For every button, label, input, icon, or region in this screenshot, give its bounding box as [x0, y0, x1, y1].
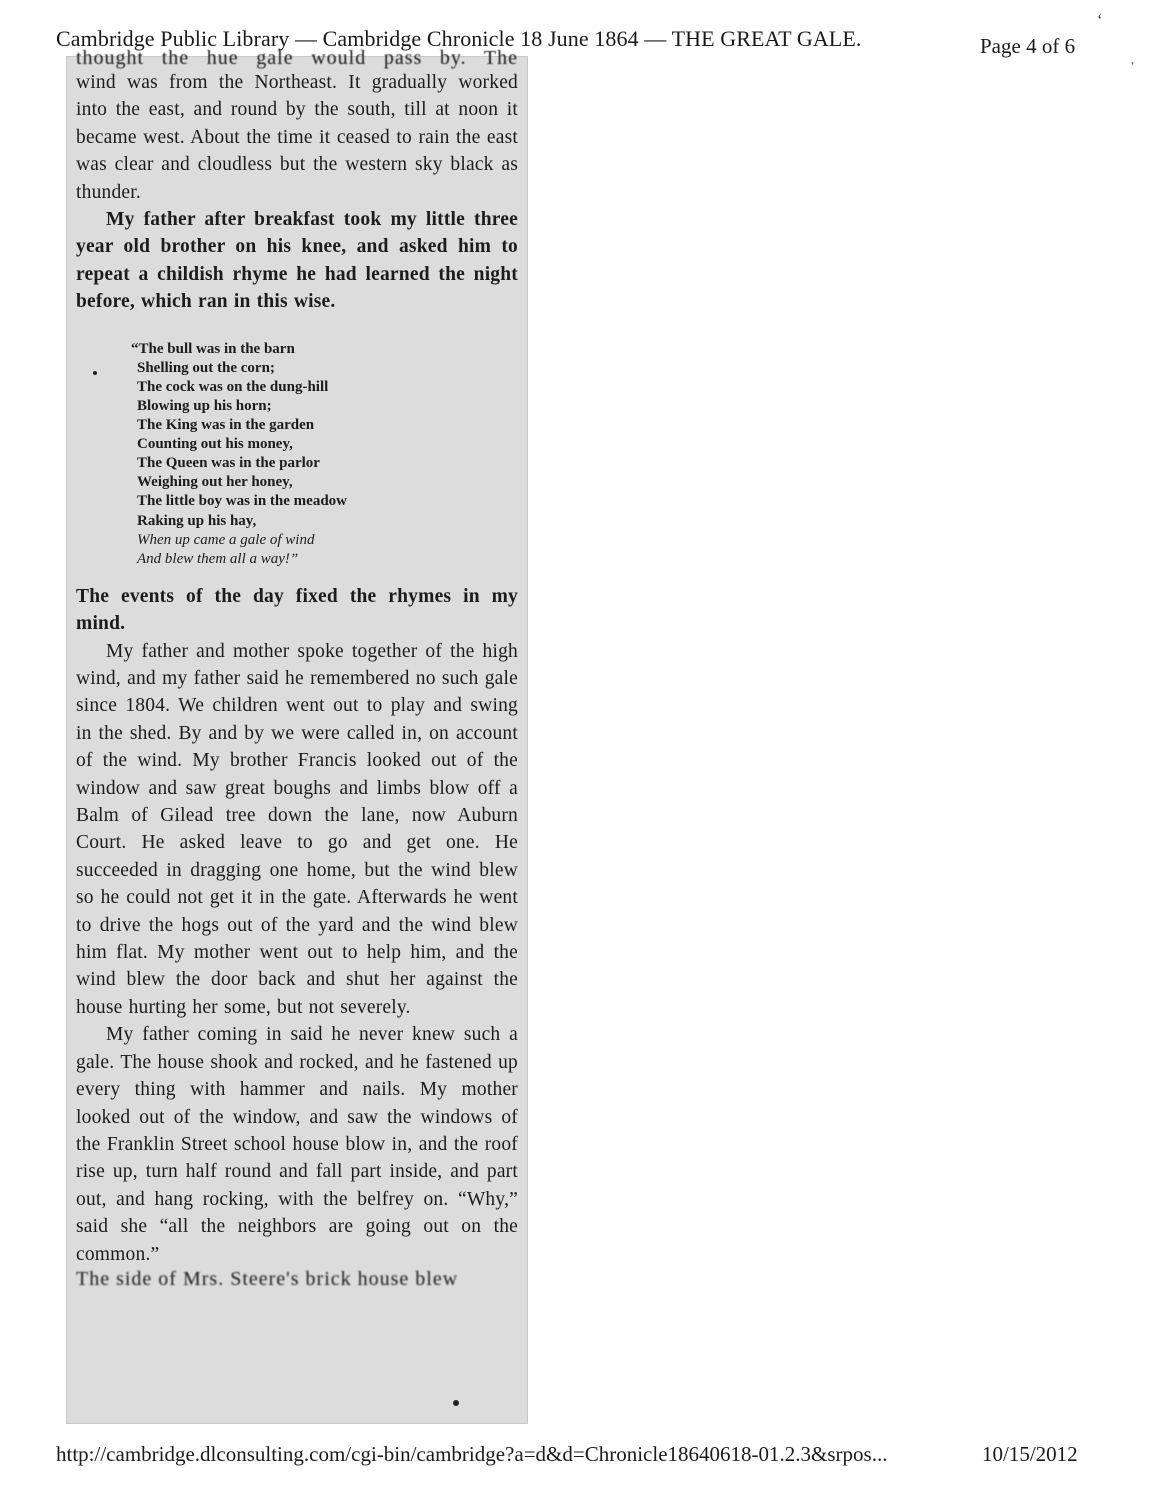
print-blemish-dot — [453, 1400, 459, 1406]
rhyme-line: Raking up his hay, — [137, 512, 257, 529]
rhyme-line: The Queen was in the parlor — [137, 455, 320, 472]
article-paragraph-2: My father after breakfast took my little three year old brother on his knee, and asked him to repeat a childish rhyme he had learned the night before, which ran in this wise. — [76, 209, 518, 313]
nursery-rhyme — [131, 340, 518, 569]
article-paragraph-4: My father and mother spoke together of the high wind, and my father said he remembered no such gale since 1804. We children went out to play and swing in the shed. By and by we were called in, on account of the wind. My brother Francis looked out of the window and saw great boughs and limbs blow off a Balm of Gilead tree down the lane, now Auburn Court. He asked leave to go and get one. He succeeded in dragging one home, but the wind blew so he could not get it in the gate. Afterwards he went to drive the hogs out of the yard and the wind blew him flat. My mother went out to help him, and the wind blew the door back and shut her against the house hurting her some, but not severely. — [76, 640, 518, 1018]
cut-off-bottom-line: The side of Mrs. Steere's brick house blew — [76, 1267, 459, 1290]
footer-url: http://cambridge.dlconsulting.com/cgi-bin/cambridge?a=d&d=Chronicle18640618-01.2.3&srpos... — [56, 1442, 888, 1466]
print-blemish-dot — [93, 371, 97, 375]
rhyme-line: The King was in the garden — [137, 417, 315, 434]
rhyme-line: The cock was on the dung-hill — [137, 378, 329, 395]
scan-speck-mark: ‘ — [1097, 12, 1103, 29]
page-number: Page 4 of 6 — [980, 34, 1076, 58]
page-header-title: Cambridge Public Library — Cambridge Chronicle 18 June 1864 — THE GREAT GALE. — [56, 26, 862, 51]
clipping-column — [76, 47, 518, 1290]
newspaper-clipping — [66, 47, 528, 1424]
rhyme-line: Weighing out her honey, — [137, 474, 293, 491]
scan-speck-mark: ˌ — [1130, 48, 1136, 65]
footer-date: 10/15/2012 — [982, 1442, 1078, 1466]
rhyme-line: When up came a gale of wind — [137, 531, 315, 548]
rhyme-line: Counting out his money, — [137, 436, 293, 453]
rhyme-line: And blew them all a way!” — [137, 550, 299, 567]
article-paragraph-1: wind was from the Northeast. It gradually worked into the east, and round by the south, till at noon it became west. About the time it ceased to rain the east was clear and cloudless but the western sky black as thunder. — [76, 72, 518, 203]
article-paragraph-5: My father coming in said he never knew such a gale. The house shook and rocked, and he fastened up every thing with hammer and nails. My mother looked out of the window, and saw the windows of the Franklin Street school house blow in, and the roof rise up, turn half round and fall part inside, and part out, and hang rocking, with the belfrey on. “Why,” said she “all the neighbors are going out on the common.” — [76, 1024, 518, 1265]
rhyme-line: Blowing up his horn; — [137, 397, 272, 414]
article-paragraph-3: The events of the day fixed the rhymes in my mind. — [76, 585, 518, 635]
cut-off-top-line: thought the hue gale would pass by. The — [76, 47, 518, 69]
rhyme-line: The little boy was in the meadow — [137, 493, 347, 510]
rhyme-line: “The bull was in the barn — [131, 340, 295, 357]
rhyme-line: Shelling out the corn; — [137, 359, 275, 376]
